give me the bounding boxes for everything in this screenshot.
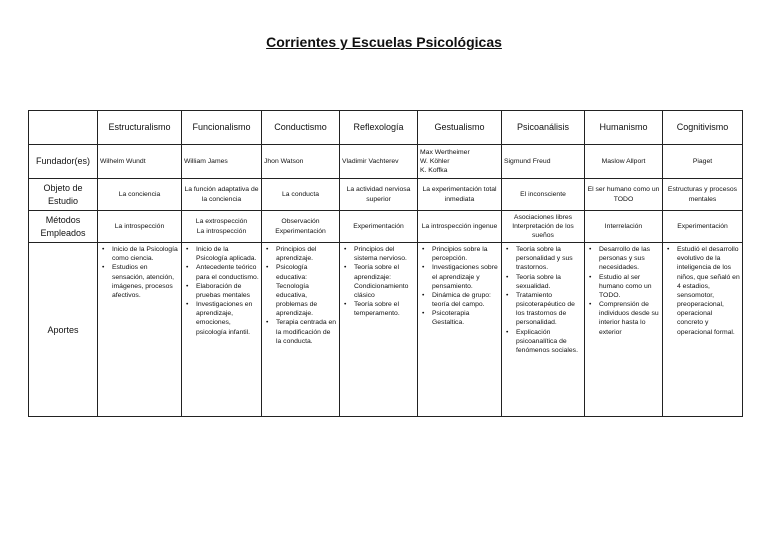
cell-line: La introspección: [196, 227, 247, 235]
list-item: • Comprensión de individuos desde su interior hasta lo exterior: [587, 300, 660, 337]
table-cell: [585, 243, 663, 417]
table-cell: [340, 243, 418, 417]
column-header: Cognitivismo: [663, 111, 743, 145]
table-cell: [182, 243, 262, 417]
table-cell: [262, 243, 340, 417]
table-cell: Piaget: [663, 145, 743, 179]
bullet-list: [264, 245, 337, 346]
column-header: Funcionalismo: [182, 111, 262, 145]
page-title: Corrientes y Escuelas Psicológicas: [266, 34, 502, 50]
table-cell: William James: [182, 145, 262, 179]
list-item: • Teoría sobre la sexualidad.: [504, 273, 582, 291]
table-row-objeto: [29, 179, 743, 211]
column-header: Humanismo: [585, 111, 663, 145]
table-cell: Asociaciones libres Interpretación de los sueños: [502, 211, 585, 243]
list-item: • Teoría sobre el temperamento.: [342, 300, 415, 318]
cell-line: La extrospección: [195, 218, 248, 226]
row-header: Objeto de Estudio: [29, 179, 98, 211]
table-cell: La experimentación total inmediata: [418, 179, 502, 211]
list-item: • Inicio de la Psicología aplicada.: [184, 245, 259, 263]
table-cell: [262, 211, 340, 243]
column-header: Gestualismo: [418, 111, 502, 145]
table-cell: La introspección: [98, 211, 182, 243]
table-cell: La conducta: [262, 179, 340, 211]
list-item: • Terapia centrada en la modificación de la conducta.: [264, 318, 337, 346]
table-cell: Vladimir Vachterev: [340, 145, 418, 179]
list-item: • Estudio al ser humano como un TODO.: [587, 273, 660, 301]
table-cell: [418, 243, 502, 417]
table-cell: Maslow Allport: [585, 145, 663, 179]
list-item: • Elaboración de pruebas mentales: [184, 282, 259, 300]
table-cell: [663, 243, 743, 417]
list-item: • Dinámica de grupo: teoría del campo.: [420, 291, 499, 309]
table-row-metodos: [29, 211, 743, 243]
column-header: Estructuralismo: [98, 111, 182, 145]
cell-line: W. Köhler: [420, 157, 450, 165]
table-row-aportes: [29, 243, 743, 417]
bullet-list: [665, 245, 740, 337]
row-header: Métodos Empleados: [29, 211, 98, 243]
column-header: Conductismo: [262, 111, 340, 145]
list-item: • Tratamiento psicoterapéutico de los trastornos de personalidad.: [504, 291, 582, 328]
bullet-list: [587, 245, 660, 337]
list-item: • Investigaciones sobre el aprendizaje y pensamiento.: [420, 263, 499, 291]
list-item: • Psicología educativa: Tecnología educativa, problemas de aprendizaje.: [264, 263, 337, 318]
table-cell: Experimentación: [663, 211, 743, 243]
list-item: • Investigaciones en aprendizaje, emociones, psicología infantil.: [184, 300, 259, 337]
table-cell: La función adaptativa de la conciencia: [182, 179, 262, 211]
table-cell: [98, 243, 182, 417]
list-item: • Teoría sobre la personalidad y sus trastornos.: [504, 245, 582, 273]
list-item: • Principios del sistema nervioso.: [342, 245, 415, 263]
list-item: • Psicoterapia Gestaltica.: [420, 309, 499, 327]
column-header: Psicoanálisis: [502, 111, 585, 145]
table-cell: Interrelación: [585, 211, 663, 243]
table-cell: Wilhelm Wundt: [98, 145, 182, 179]
cell-line: Max Wertheimer: [420, 148, 470, 156]
list-item: • Desarrollo de las personas y sus necesidades.: [587, 245, 660, 273]
list-item: • Antecedente teórico para el conductismo.: [184, 263, 259, 281]
table-cell: La introspección ingenue: [418, 211, 502, 243]
row-header: Fundador(es): [29, 145, 98, 179]
bullet-list: [420, 245, 499, 328]
header-row: [29, 111, 743, 145]
table-cell: [418, 145, 502, 179]
cell-line: K. Koffka: [420, 167, 448, 175]
row-header: Aportes: [29, 243, 98, 417]
table-row-fundador: [29, 145, 743, 179]
list-item: • Explicación psicoanalítica de fenómenos sociales.: [504, 328, 582, 356]
table-cell: Estructuras y procesos mentales: [663, 179, 743, 211]
table-cell: Experimentación: [340, 211, 418, 243]
corner-cell: [29, 111, 98, 145]
cell-line: Experimentación: [275, 227, 326, 235]
table-cell: Sigmund Freud: [502, 145, 585, 179]
bullet-list: [504, 245, 582, 355]
list-item: • Inicio de la Psicología como ciencia.: [100, 245, 179, 263]
cell-line: Observación: [281, 218, 320, 226]
bullet-list: [184, 245, 259, 337]
comparison-table: [28, 110, 743, 417]
table-cell: [502, 243, 585, 417]
column-header: Reflexología: [340, 111, 418, 145]
list-item: • Teoría sobre el aprendizaje: Condicionamiento clásico: [342, 263, 415, 300]
table-cell: [182, 211, 262, 243]
bullet-list: [100, 245, 179, 300]
list-item: • Principios del aprendizaje.: [264, 245, 337, 263]
table-cell: El inconsciente: [502, 179, 585, 211]
table-cell: Jhon Watson: [262, 145, 340, 179]
list-item: • Estudios en sensación, atención, imágenes, procesos afectivos.: [100, 263, 179, 300]
table-cell: La actividad nerviosa superior: [340, 179, 418, 211]
table-cell: La conciencia: [98, 179, 182, 211]
list-item: • Principios sobre la percepción.: [420, 245, 499, 263]
bullet-list: [342, 245, 415, 318]
table-cell: El ser humano como un TODO: [585, 179, 663, 211]
list-item: • Estudió el desarrollo evolutivo de la inteligencia de los niños, que señaló en 4 estadios, sensomotor, preoperacional, operacional concreto y operacional formal.: [665, 245, 740, 337]
